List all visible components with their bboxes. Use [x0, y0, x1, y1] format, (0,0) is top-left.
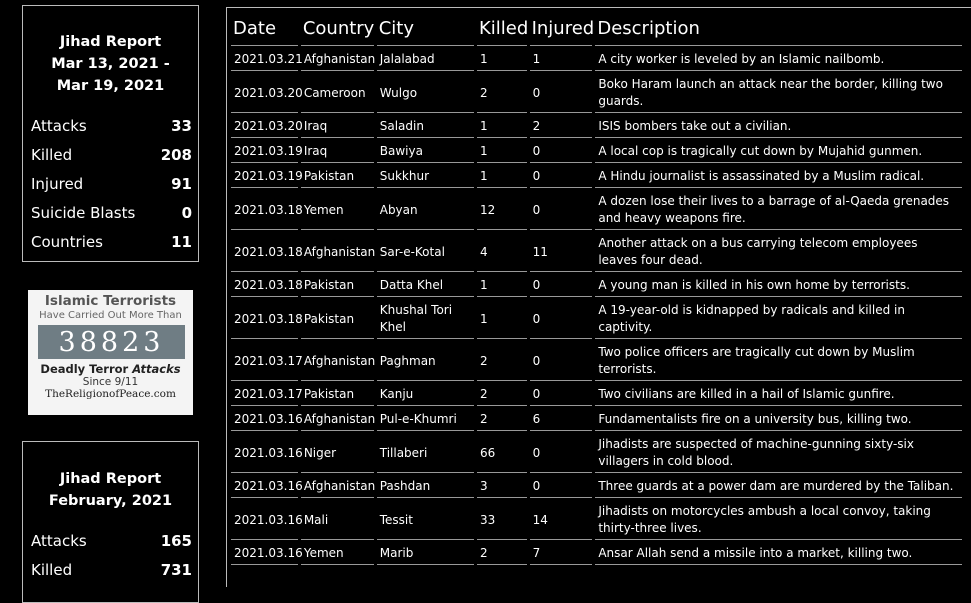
table-row[interactable]: [231, 384, 962, 406]
stat-label: Attacks: [31, 531, 87, 550]
cell-country: Afghanistan: [301, 49, 374, 71]
stat-value: 33: [171, 116, 192, 135]
header-killed: Killed: [477, 11, 527, 46]
cell-date: 2021.03.18: [231, 191, 298, 230]
cell-killed: 1: [477, 49, 527, 71]
weekly-title-line3: Mar 19, 2021: [56, 78, 165, 94]
cell-date: 2021.03.16: [231, 409, 298, 431]
table-row[interactable]: [231, 49, 962, 71]
stat-value: 11: [171, 232, 192, 251]
monthly-report-box[interactable]: [22, 441, 199, 603]
cell-injured: 0: [530, 275, 593, 297]
cell-country: Pakistan: [301, 300, 374, 339]
cell-city: Datta Khel: [377, 275, 474, 297]
weekly-stat-countries: [23, 227, 198, 256]
cell-city: Tessit: [377, 501, 474, 540]
counter-caption: [28, 362, 193, 376]
cell-description: Jihadists are suspected of machine-gunning sixty-six villagers in cold blood.: [595, 434, 962, 473]
cell-injured: 0: [530, 191, 593, 230]
cell-date: 2021.03.19: [231, 166, 298, 188]
table-row[interactable]: [231, 275, 962, 297]
cell-description: Another attack on a bus carrying telecom employees leaves four dead.: [595, 233, 962, 272]
cell-country: Yemen: [301, 191, 374, 230]
cell-injured: 0: [530, 434, 593, 473]
cell-date: 2021.03.16: [231, 476, 298, 498]
weekly-stat-attacks: [23, 111, 198, 140]
cell-killed: 1: [477, 141, 527, 163]
cell-city: Kanju: [377, 384, 474, 406]
weekly-report-title: [23, 31, 198, 97]
header-city: City: [377, 11, 474, 46]
cell-country: Afghanistan: [301, 476, 374, 498]
counter-number: 38823: [38, 325, 185, 359]
stat-label: Countries: [31, 232, 103, 251]
table-row[interactable]: [231, 191, 962, 230]
attacks-table-container: [226, 7, 971, 587]
cell-killed: 2: [477, 74, 527, 113]
cell-date: 2021.03.19: [231, 141, 298, 163]
monthly-stat-attacks: [23, 526, 198, 555]
header-date: Date: [231, 11, 298, 46]
table-row[interactable]: [231, 476, 962, 498]
counter-caption-emphasis: Attacks: [132, 362, 181, 376]
cell-killed: 2: [477, 543, 527, 565]
cell-description: A local cop is tragically cut down by Mujahid gunmen.: [595, 141, 962, 163]
cell-city: Abyan: [377, 191, 474, 230]
header-country: Country: [301, 11, 374, 46]
monthly-title-line1: Jihad Report: [59, 471, 162, 487]
stat-label: Attacks: [31, 116, 87, 135]
cell-date: 2021.03.18: [231, 300, 298, 339]
cell-date: 2021.03.20: [231, 116, 298, 138]
cell-city: Jalalabad: [377, 49, 474, 71]
cell-killed: 2: [477, 384, 527, 406]
table-body: [231, 49, 962, 565]
stat-label: Suicide Blasts: [31, 203, 136, 222]
weekly-stat-injured: [23, 169, 198, 198]
cell-description: Boko Haram launch an attack near the border, killing two guards.: [595, 74, 962, 113]
stat-value: 731: [160, 560, 192, 579]
cell-killed: 4: [477, 233, 527, 272]
cell-city: Marib: [377, 543, 474, 565]
cell-city: Wulgo: [377, 74, 474, 113]
cell-description: ISIS bombers take out a civilian.: [595, 116, 962, 138]
monthly-report-title: [23, 468, 198, 512]
cell-killed: 1: [477, 166, 527, 188]
cell-country: Pakistan: [301, 384, 374, 406]
counter-caption-text: Deadly Terror: [40, 362, 133, 376]
cell-killed: 2: [477, 342, 527, 381]
cell-injured: 11: [530, 233, 593, 272]
table-row[interactable]: [231, 233, 962, 272]
cell-date: 2021.03.16: [231, 543, 298, 565]
stat-value: 91: [171, 174, 192, 193]
cell-description: A Hindu journalist is assassinated by a Muslim radical.: [595, 166, 962, 188]
cell-injured: 0: [530, 384, 593, 406]
cell-date: 2021.03.17: [231, 342, 298, 381]
cell-date: 2021.03.18: [231, 233, 298, 272]
cell-injured: 14: [530, 501, 593, 540]
cell-date: 2021.03.16: [231, 501, 298, 540]
cell-description: A young man is killed in his own home by terrorists.: [595, 275, 962, 297]
monthly-stat-killed: [23, 555, 198, 584]
cell-killed: 33: [477, 501, 527, 540]
cell-killed: 66: [477, 434, 527, 473]
cell-injured: 0: [530, 166, 593, 188]
table-row[interactable]: [231, 141, 962, 163]
cell-country: Mali: [301, 501, 374, 540]
cell-city: Khushal Tori Khel: [377, 300, 474, 339]
weekly-report-box[interactable]: [22, 5, 199, 262]
cell-city: Pul-e-Khumri: [377, 409, 474, 431]
cell-country: Cameroon: [301, 74, 374, 113]
weekly-stat-killed: [23, 140, 198, 169]
cell-injured: 0: [530, 342, 593, 381]
cell-date: 2021.03.16: [231, 434, 298, 473]
weekly-stats: [23, 111, 198, 256]
cell-injured: 0: [530, 476, 593, 498]
table-row[interactable]: [231, 409, 962, 431]
cell-injured: 2: [530, 116, 593, 138]
cell-killed: 2: [477, 409, 527, 431]
table-row[interactable]: [231, 543, 962, 565]
header-description: Description: [595, 11, 962, 46]
cell-city: Sukkhur: [377, 166, 474, 188]
cell-description: A dozen lose their lives to a barrage of al-Qaeda grenades and heavy weapons fire.: [595, 191, 962, 230]
cell-injured: 0: [530, 141, 593, 163]
cell-city: Bawiya: [377, 141, 474, 163]
cell-description: Two civilians are killed in a hail of Islamic gunfire.: [595, 384, 962, 406]
stat-label: Killed: [31, 560, 73, 579]
stat-value: 208: [160, 145, 192, 164]
weekly-stat-suicide-blasts: [23, 198, 198, 227]
monthly-stats: [23, 526, 198, 584]
cell-killed: 1: [477, 275, 527, 297]
header-injured: Injured: [530, 11, 593, 46]
table-row[interactable]: [231, 116, 962, 138]
cell-description: A 19-year-old is kidnapped by radicals and killed in captivity.: [595, 300, 962, 339]
counter-subheading: Have Carried Out More Than: [39, 310, 182, 321]
cell-city: Saladin: [377, 116, 474, 138]
cell-injured: 0: [530, 74, 593, 113]
cell-date: 2021.03.21: [231, 49, 298, 71]
table-row[interactable]: [231, 166, 962, 188]
cell-country: Niger: [301, 434, 374, 473]
table-row[interactable]: [231, 74, 962, 113]
cell-country: Afghanistan: [301, 342, 374, 381]
counter-site-name: TheReligionofPeace.com: [45, 388, 176, 400]
cell-date: 2021.03.17: [231, 384, 298, 406]
cell-killed: 3: [477, 476, 527, 498]
cell-date: 2021.03.20: [231, 74, 298, 113]
cell-injured: 7: [530, 543, 593, 565]
cell-description: Two police officers are tragically cut down by Muslim terrorists.: [595, 342, 962, 381]
weekly-title-line1: Jihad Report: [59, 34, 162, 50]
cell-city: Pashdan: [377, 476, 474, 498]
table-row[interactable]: [231, 342, 962, 381]
cell-country: Pakistan: [301, 275, 374, 297]
table-header-row: [231, 11, 962, 46]
cell-killed: 1: [477, 116, 527, 138]
cell-description: Fundamentalists fire on a university bus, killing two.: [595, 409, 962, 431]
cell-injured: 0: [530, 300, 593, 339]
counter-since: Since 9/11: [82, 376, 139, 388]
cell-city: Paghman: [377, 342, 474, 381]
table-row[interactable]: [231, 300, 962, 339]
cell-date: 2021.03.18: [231, 275, 298, 297]
cell-country: Pakistan: [301, 166, 374, 188]
stat-label: Injured: [31, 174, 84, 193]
cell-country: Iraq: [301, 116, 374, 138]
cell-country: Iraq: [301, 141, 374, 163]
stat-value: 165: [160, 531, 192, 550]
cell-description: Ansar Allah send a missile into a market, killing two.: [595, 543, 962, 565]
table-row[interactable]: [231, 434, 962, 473]
cell-injured: 1: [530, 49, 593, 71]
cell-country: Afghanistan: [301, 409, 374, 431]
cell-city: Tillaberi: [377, 434, 474, 473]
cell-country: Afghanistan: [301, 233, 374, 272]
cell-description: Jihadists on motorcycles ambush a local convoy, taking thirty-three lives.: [595, 501, 962, 540]
cell-country: Yemen: [301, 543, 374, 565]
cell-description: Three guards at a power dam are murdered by the Taliban.: [595, 476, 962, 498]
cell-injured: 6: [530, 409, 593, 431]
cell-city: Sar-e-Kotal: [377, 233, 474, 272]
cell-killed: 12: [477, 191, 527, 230]
stat-value: 0: [181, 203, 192, 222]
sidebar: [0, 0, 214, 586]
attack-counter-banner[interactable]: [28, 290, 193, 415]
attacks-table: [228, 8, 965, 568]
cell-description: A city worker is leveled by an Islamic nailbomb.: [595, 49, 962, 71]
weekly-title-line2: Mar 13, 2021 -: [51, 56, 170, 72]
counter-heading: Islamic Terrorists: [44, 293, 177, 309]
table-row[interactable]: [231, 501, 962, 540]
monthly-title-line2: February, 2021: [48, 493, 173, 509]
cell-killed: 1: [477, 300, 527, 339]
stat-label: Killed: [31, 145, 73, 164]
